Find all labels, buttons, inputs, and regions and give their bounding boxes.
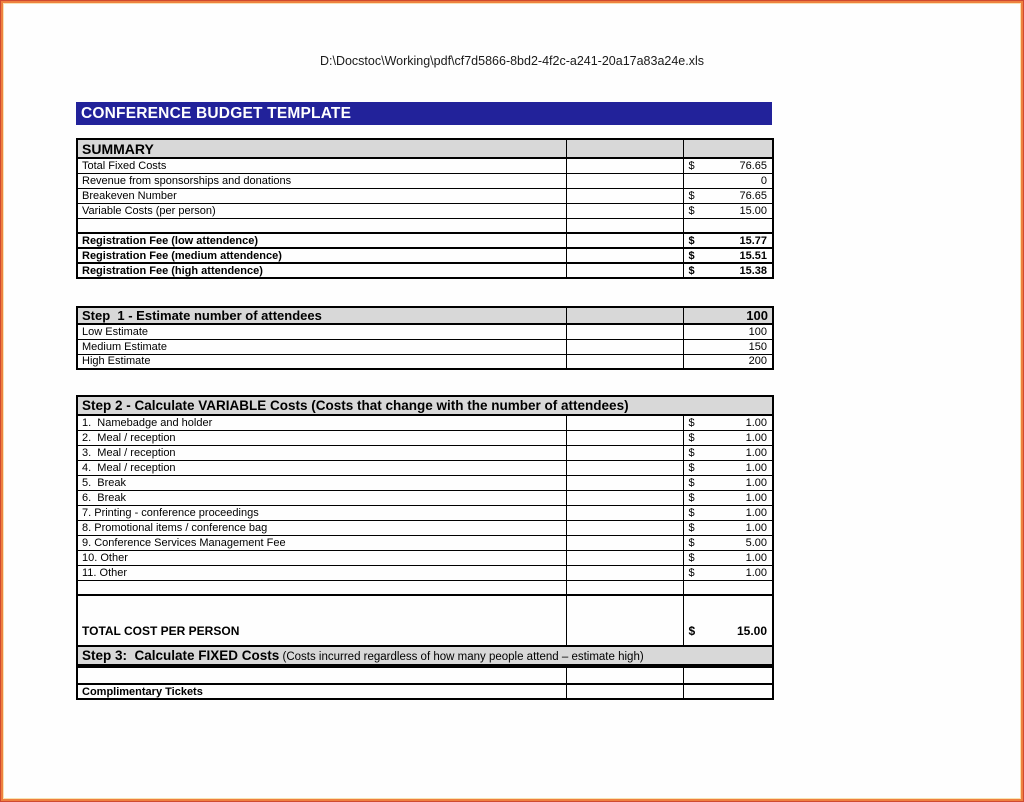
row-label: Revenue from sponsorships and donations xyxy=(77,173,566,188)
step2-table xyxy=(76,395,774,668)
cell-value: 1.00 xyxy=(745,476,768,489)
currency-symbol: $ xyxy=(688,204,695,217)
currency-symbol: $ xyxy=(688,551,695,564)
row-value-cell xyxy=(683,263,773,278)
step2-row xyxy=(77,490,773,505)
row-value-cell xyxy=(683,248,773,263)
row-label: Registration Fee (high attendence) xyxy=(77,263,566,278)
row-value-cell xyxy=(683,354,773,369)
step3-header-row xyxy=(77,646,773,665)
summary-row xyxy=(77,233,773,248)
cell-value: 1.00 xyxy=(745,551,768,564)
currency-symbol: $ xyxy=(688,431,695,444)
row-empty-cell xyxy=(566,460,683,475)
step1-header-row xyxy=(77,307,773,324)
row-empty-cell xyxy=(566,550,683,565)
row-label: 10. Other xyxy=(77,550,566,565)
cell-value: 15.00 xyxy=(739,204,767,217)
cell-value: 100 xyxy=(748,325,767,338)
currency-symbol: $ xyxy=(688,446,695,459)
row-value-cell xyxy=(683,535,773,550)
currency-symbol: $ xyxy=(688,234,695,247)
step2-row xyxy=(77,460,773,475)
step2-row xyxy=(77,535,773,550)
row-empty-cell xyxy=(566,445,683,460)
step1-row xyxy=(77,339,773,354)
step2-row xyxy=(77,505,773,520)
currency-symbol: $ xyxy=(688,476,695,489)
currency-symbol: $ xyxy=(688,159,695,172)
summary-row xyxy=(77,203,773,218)
row-empty-cell xyxy=(566,158,683,173)
row-value-cell xyxy=(683,173,773,188)
currency-symbol: $ xyxy=(688,624,696,638)
row-label: 5. Break xyxy=(77,475,566,490)
currency-symbol: $ xyxy=(688,521,695,534)
cell-value: 76.65 xyxy=(739,189,767,202)
currency-symbol: $ xyxy=(688,264,695,277)
page-title: CONFERENCE BUDGET TEMPLATE xyxy=(76,102,772,125)
step2-row xyxy=(77,580,773,595)
total-label: TOTAL COST PER PERSON xyxy=(77,595,566,667)
cell-value: 15.77 xyxy=(739,234,767,247)
cell-value: 1.00 xyxy=(745,491,768,504)
row-value-cell xyxy=(683,324,773,339)
row-value-cell xyxy=(683,218,773,233)
cell-value: 0 xyxy=(760,174,767,187)
row-label xyxy=(77,665,566,684)
summary-header-empty-cell xyxy=(566,139,683,158)
cell-value: 5.00 xyxy=(745,536,768,549)
row-empty-cell xyxy=(566,490,683,505)
cell-value: 15.38 xyxy=(739,264,767,277)
row-label: Variable Costs (per person) xyxy=(77,203,566,218)
cell-value: 1.00 xyxy=(745,431,768,444)
summary-row xyxy=(77,158,773,173)
row-empty-cell xyxy=(566,203,683,218)
cell-value: 1.00 xyxy=(745,446,768,459)
step1-header-value: 100 xyxy=(683,307,773,324)
row-label: High Estimate xyxy=(77,354,566,369)
summary-table xyxy=(76,138,774,279)
row-label xyxy=(77,218,566,233)
currency-symbol: $ xyxy=(688,189,695,202)
row-label: Registration Fee (medium attendence) xyxy=(77,248,566,263)
row-value-cell xyxy=(683,460,773,475)
row-label: Registration Fee (low attendence) xyxy=(77,233,566,248)
summary-header-label: SUMMARY xyxy=(77,139,566,158)
cell-value: 1.00 xyxy=(745,566,768,579)
row-value-cell xyxy=(683,565,773,580)
step2-row xyxy=(77,430,773,445)
row-label: 8. Promotional items / conference bag xyxy=(77,520,566,535)
step3-row xyxy=(77,665,773,684)
step2-row xyxy=(77,415,773,430)
screenshot-frame-orange xyxy=(1,1,1023,801)
currency-symbol: $ xyxy=(688,566,695,579)
row-label: Total Fixed Costs xyxy=(77,158,566,173)
row-value-cell xyxy=(683,665,773,684)
cell-value: 1.00 xyxy=(745,461,768,474)
step3-row xyxy=(77,684,773,699)
step3-header-label xyxy=(77,646,773,665)
cell-value: 76.65 xyxy=(739,159,767,172)
row-label xyxy=(77,580,566,595)
step3-table xyxy=(76,645,774,700)
summary-row xyxy=(77,248,773,263)
row-empty-cell xyxy=(566,218,683,233)
cell-value: 1.00 xyxy=(745,416,768,429)
step3-header-bold: Step 3: Calculate FIXED Costs xyxy=(82,648,280,663)
summary-header-row xyxy=(77,139,773,158)
step2-row xyxy=(77,550,773,565)
row-empty-cell xyxy=(566,248,683,263)
row-empty-cell xyxy=(566,684,683,699)
step1-header-label: Step 1 - Estimate number of attendees xyxy=(77,307,566,324)
row-empty-cell xyxy=(566,580,683,595)
summary-header-value-cell xyxy=(683,139,773,158)
row-empty-cell xyxy=(566,415,683,430)
summary-row xyxy=(77,263,773,278)
row-label: Breakeven Number xyxy=(77,188,566,203)
row-label: 3. Meal / reception xyxy=(77,445,566,460)
row-empty-cell xyxy=(566,475,683,490)
row-empty-cell xyxy=(566,520,683,535)
row-label: 4. Meal / reception xyxy=(77,460,566,475)
row-value-cell xyxy=(683,203,773,218)
row-empty-cell xyxy=(566,505,683,520)
row-value-cell xyxy=(683,490,773,505)
step2-row xyxy=(77,520,773,535)
total-value: 15.00 xyxy=(737,624,768,638)
step2-row xyxy=(77,445,773,460)
row-empty-cell xyxy=(566,188,683,203)
row-value-cell xyxy=(683,445,773,460)
summary-row xyxy=(77,173,773,188)
row-value-cell xyxy=(683,520,773,535)
row-value-cell xyxy=(683,430,773,445)
row-label: Low Estimate xyxy=(77,324,566,339)
cell-value: 150 xyxy=(748,340,767,353)
row-value-cell xyxy=(683,188,773,203)
summary-row xyxy=(77,218,773,233)
file-path-header: D:\Docstoc\Working\pdf\cf7d5866-8bd2-4f2c-a241-20a17a83a24e.xls xyxy=(319,54,705,68)
currency-symbol: $ xyxy=(688,491,695,504)
row-value-cell xyxy=(683,475,773,490)
row-label: 1. Namebadge and holder xyxy=(77,415,566,430)
step2-row xyxy=(77,565,773,580)
row-empty-cell xyxy=(566,324,683,339)
document-page xyxy=(3,3,1021,799)
cell-value: 15.51 xyxy=(739,249,767,262)
step2-header-row xyxy=(77,396,773,415)
currency-symbol: $ xyxy=(688,536,695,549)
row-value-cell xyxy=(683,339,773,354)
row-empty-cell xyxy=(566,233,683,248)
row-value-cell xyxy=(683,233,773,248)
step3-header-note: (Costs incurred regardless of how many people attend – estimate high) xyxy=(279,651,644,663)
row-empty-cell xyxy=(566,430,683,445)
row-label: 7. Printing - conference proceedings xyxy=(77,505,566,520)
summary-row xyxy=(77,188,773,203)
currency-symbol: $ xyxy=(688,506,695,519)
row-empty-cell xyxy=(566,565,683,580)
row-label: Complimentary Tickets xyxy=(77,684,566,699)
step2-header-label: Step 2 - Calculate VARIABLE Costs (Costs that change with the number of attendees) xyxy=(77,396,773,415)
cell-value: 200 xyxy=(748,355,767,368)
currency-symbol: $ xyxy=(688,249,695,262)
row-empty-cell xyxy=(566,173,683,188)
currency-symbol: $ xyxy=(688,416,695,429)
row-empty-cell xyxy=(566,354,683,369)
cell-value: 1.00 xyxy=(745,506,768,519)
row-label: 11. Other xyxy=(77,565,566,580)
cell-value: 1.00 xyxy=(745,521,768,534)
step1-row xyxy=(77,354,773,369)
step1-header-empty-cell xyxy=(566,307,683,324)
row-label: 9. Conference Services Management Fee xyxy=(77,535,566,550)
row-empty-cell xyxy=(566,665,683,684)
row-value-cell xyxy=(683,580,773,595)
row-value-cell xyxy=(683,684,773,699)
row-empty-cell xyxy=(566,535,683,550)
row-value-cell xyxy=(683,158,773,173)
row-value-cell xyxy=(683,415,773,430)
step1-table xyxy=(76,306,774,370)
row-label: 2. Meal / reception xyxy=(77,430,566,445)
row-label: Medium Estimate xyxy=(77,339,566,354)
currency-symbol: $ xyxy=(688,461,695,474)
step1-row xyxy=(77,324,773,339)
row-value-cell xyxy=(683,550,773,565)
row-empty-cell xyxy=(566,339,683,354)
row-empty-cell xyxy=(566,263,683,278)
row-value-cell xyxy=(683,505,773,520)
row-label: 6. Break xyxy=(77,490,566,505)
step2-row xyxy=(77,475,773,490)
